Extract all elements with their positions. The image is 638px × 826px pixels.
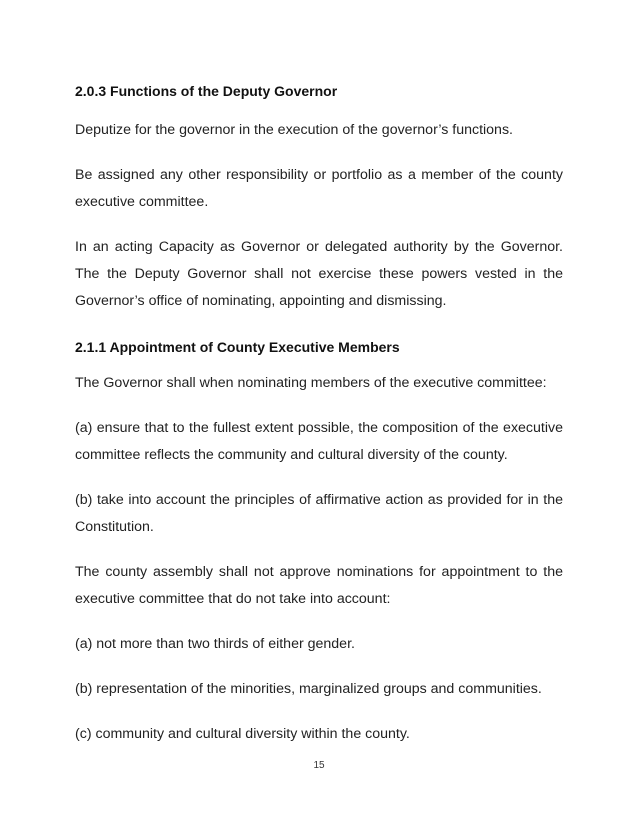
page-number: 15 <box>313 760 325 771</box>
paragraph-item-b-minorities: (b) representation of the minorities, marginalized groups and communities. <box>75 681 542 697</box>
paragraph-deputize: Deputize for the governor in the execution of the governor’s functions. <box>75 122 513 138</box>
paragraph-acting-capacity: In an acting Capacity as Governor or delegated authority by the Governor. The the Deputy Governor shall not exercise these powers vested in the Governor’s office of nominating, appointing and dismissing. <box>75 239 563 309</box>
paragraph-governor-nominating: The Governor shall when nominating members of the executive committee: <box>75 375 547 391</box>
paragraph-item-c-diversity: (c) community and cultural diversity within the county. <box>75 726 410 742</box>
paragraph-item-a-gender: (a) not more than two thirds of either gender. <box>75 636 355 652</box>
paragraph-assigned-responsibility: Be assigned any other responsibility or portfolio as a member of the county executive committee. <box>75 167 563 210</box>
paragraph-item-a-ensure: (a) ensure that to the fullest extent possible, the composition of the executive committee reflects the community and cultural diversity of the county. <box>75 420 563 463</box>
section-heading-appointment-executive-members: 2.1.1 Appointment of County Executive Members <box>75 339 400 355</box>
paragraph-county-assembly: The county assembly shall not approve nominations for appointment to the executive committee that do not take into account: <box>75 564 563 607</box>
section-heading-deputy-governor-functions: 2.0.3 Functions of the Deputy Governor <box>75 83 338 99</box>
paragraph-item-b-affirmative-action: (b) take into account the principles of affirmative action as provided for in the Constitution. <box>75 492 563 535</box>
page-content <box>75 82 563 748</box>
